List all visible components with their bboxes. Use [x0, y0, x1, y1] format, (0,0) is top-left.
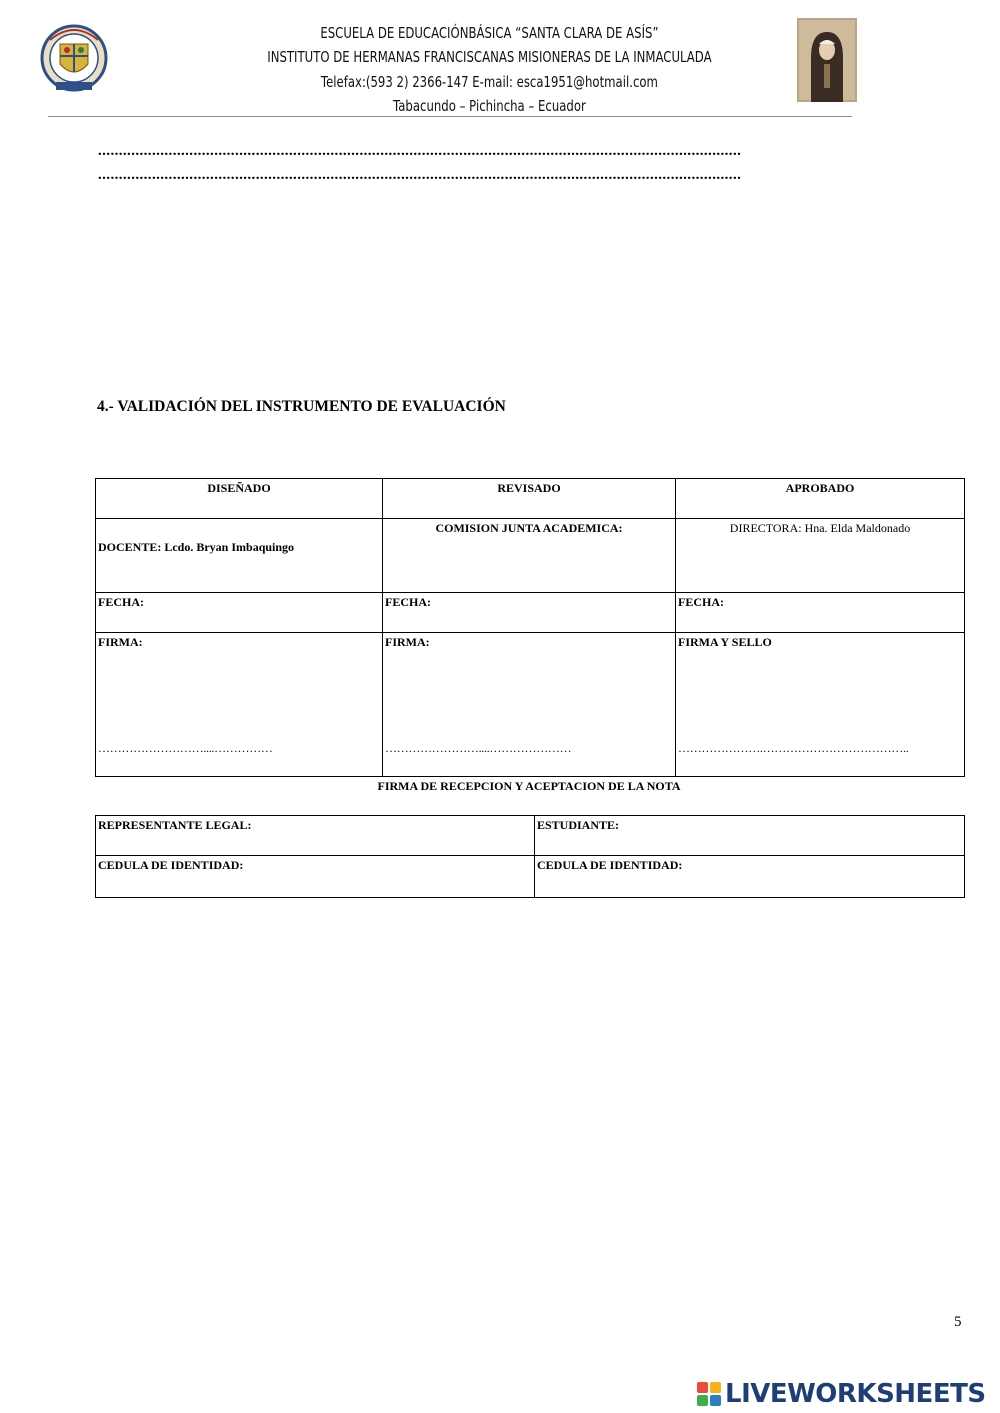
receipt-title: FIRMA DE RECEPCION Y ACEPTACION DE LA NOTA	[377, 779, 681, 793]
table-row	[96, 633, 965, 777]
legal-representative-field: REPRESENTANTE LEGAL:	[96, 816, 535, 856]
table-row	[96, 856, 965, 898]
header-divider	[48, 116, 852, 117]
liveworksheets-brand	[697, 1378, 997, 1410]
signature-label: FIRMA:	[98, 635, 143, 649]
header-approved: APROBADO	[676, 479, 965, 519]
student-field: ESTUDIANTE:	[535, 816, 965, 856]
table-row	[96, 519, 965, 593]
receipt-table	[95, 815, 965, 898]
signature-label: FIRMA Y SELLO	[678, 635, 772, 649]
page-number: 5	[954, 1314, 962, 1330]
section-title: 4.- VALIDACIÓN DEL INSTRUMENTO DE EVALUACIÓN	[97, 398, 506, 415]
signature-line: ……………………....…………………	[385, 741, 572, 755]
student-id-field: CEDULA DE IDENTIDAD:	[535, 856, 965, 898]
header-contact: Telefax:(593 2) 2366-147 E-mail: esca1951@hotmail.com	[320, 73, 658, 91]
signature-line: ………………….………………………………..	[678, 741, 909, 755]
header-location: Tabacundo – Pichincha – Ecuador	[393, 97, 586, 115]
signature-cell-approved	[676, 633, 965, 777]
signature-cell-reviewed	[383, 633, 676, 777]
validation-table	[95, 478, 965, 777]
date-field-reviewed: FECHA:	[383, 593, 676, 633]
table-row	[96, 816, 965, 856]
designer-name: DOCENTE: Lcdo. Bryan Imbaquingo	[96, 519, 383, 593]
school-crest-icon	[40, 20, 108, 100]
date-field-approved: FECHA:	[676, 593, 965, 633]
approver-name: DIRECTORA: Hna. Elda Maldonado	[676, 519, 965, 593]
dotted-answer-line: ...........................................................................................................................................................	[98, 144, 742, 158]
dotted-answer-line: ...........................................................................................................................................................	[98, 168, 742, 182]
signature-label: FIRMA:	[385, 635, 430, 649]
header-institute: INSTITUTO DE HERMANAS FRANCISCANAS MISIONERAS DE LA INMACULADA	[267, 48, 712, 66]
date-field-designed: FECHA:	[96, 593, 383, 633]
header-reviewed: REVISADO	[383, 479, 676, 519]
header-designed: DISEÑADO	[96, 479, 383, 519]
brand-name: LIVEWORKSHEETS	[725, 1379, 986, 1409]
signature-line: ………………………....……………	[98, 741, 273, 755]
reviewer-name: COMISION JUNTA ACADEMICA:	[383, 519, 676, 593]
representative-id-field: CEDULA DE IDENTIDAD:	[96, 856, 535, 898]
table-row	[96, 593, 965, 633]
liveworksheets-logo-icon	[697, 1382, 721, 1406]
table-row	[96, 479, 965, 519]
signature-cell-designed	[96, 633, 383, 777]
header-school-name: ESCUELA DE EDUCACIÓNBÁSICA “SANTA CLARA DE ASÍS”	[320, 24, 659, 42]
